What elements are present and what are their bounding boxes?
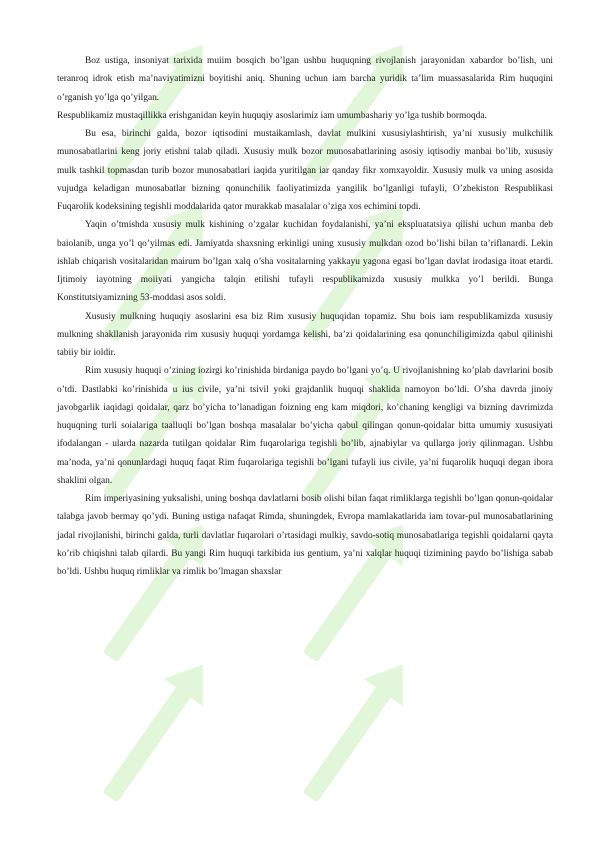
paragraph: Bu esa, birinchi galda, bozor iqtisodini mustaikamlash, davlat mulkini xususiylashtirish, ya’ni xususiy mulkchilik munosabatlarini keng joriy etishni talab qiladi. Xususiy mulk bozor munosabatlarining asosiy iqtisodiy manbai bo’lib, xususiy mulk tashkil topmasdan turib bozor munosabatlari iaqida yuritilgan iar qanday fikr xomxayoldir. Xususiy mulk va uning asosida vujudga keladigan munosabatlar bizning qonunchilik faoliyatimizda yangilik bo’lganligi tufayli, O’zbekiston Respublikasi Fuqarolik kodeksining tegishli moddalarida qator murakkab masalalar o’ziga xos echimini topdi. <box>57 129 553 212</box>
paragraph: Yaqin o’tmishda xususiy mulk kishining o’zgalar kuchidan foydalanishi, ya’ni ekspluatatsiya qilishi uchun manba deb baiolanib, unga yo’l qo’yilmas edi. Jamiyatda shaxsning erkinligi uning xususiy mulkdan ozod bo’lishi bilan ta’riflanardi. Lekin ishlab chiqarish vositalaridan mairum bo’lgan xalq o’sha vositalarning yakkayu yagona egasi bo’lgan davlat irodasiga itoat etardi. Ijtimoiy iayotning moiiyati yangicha talqin etilishi tufayli respublikamizda xususiy mulkka yo’l berildi. Bunga Konstitutsiyamizning 53-moddasi asos soldi. <box>57 220 553 304</box>
document-body <box>57 52 553 581</box>
paragraph: Rim xususiy huquqi o’zining iozirgi ko’rinishida birdaniga paydo bo’lgani yo’q. U rivojlanishning ko’plab davrlarini bosib o’tdi. Dastlabki ko’rinishida u ius civile, ya’ni tsivil yoki grajdanlik huquqi shaklida namoyon bo’ldi. O’sha davrda jinoiy javobgarlik iaqidagi qoidalar, qarz bo’yicha to’lanadigan foizning eng kam miqdori, ko’chaning kengligi va bizning davrimizda huquqning turli soialariga taalluqli bo’lgan boshqa masalalar bo’yicha qabul qilingan qonun-qoidalar bitta umumiy xususiyati ifodalangan - ularda nazarda tutilgan qoidalar Rim fuqarolariga tegishli bo’lib, ajnabiylar va qullarga joriy qilinmagan. Ushbu ma’noda, ya’ni qonunlardagi huquq faqat Rim fuqarolariga tegishli bo’lgani tufayli ius civile, ya’ni fuqarolik huquqi degan ibora shaklini olgan. <box>57 366 553 486</box>
paragraph: Respublikamiz mustaqillikka erishganidan keyin huquqiy asoslarimiz iam umumbashariy yo’lga tushib bormoqda. <box>57 110 487 121</box>
paragraph: Rim imperiyasining yuksalishi, uning boshqa davlatlarni bosib olishi bilan faqat rimliklarga tegishli bo’lgan qonun-qoidalar talabga javob bermay qo’ydi. Buning ustiga nafaqat Rimda, shuningdek, Evropa mamlakatlarida iam tovar-pul munosabatlarining jadal rivojlanishi, birinchi galda, turli davlatlar fuqarolari o’rtasidagi mulkiy, savdo-sotiq munosabatlariga tegishli qoidalarni qayta ko’rib chiqishni talab qilardi. Bu yangi Rim huquqi tarkibida ius gentium, ya’ni xalqlar huquqi tizimining paydo bo’lishiga sabab bo’ldi. Ushbu huquq rimliklar va rimlik bo’lmagan shaxslar <box>57 494 553 577</box>
watermark-mark <box>290 651 422 811</box>
paragraph: Xususiy mulkning huquqiy asoslarini esa biz Rim xususiy huquqidan topamiz. Shu bois iam respublikamizda xususiy mulkning shakllanish jarayonida rim xususiy huquqi yordamga kelishi, ba’zi qoidalarining esa qonunchiligimizda qabul qilinishi tabiiy bir ioldir. <box>57 311 553 358</box>
paragraph: Boz ustiga, insoniyat tarixida muiim bosqich bo’lgan ushbu huquqning rivojlanish jarayonidan xabardor bo’lish, uni teranroq idrok etish ma’naviyatimizni boyitishi aniq. Shuning uchun iam barcha yuridik ta’lim muassasalarida Rim huquqini o’rganish yo’lga qo’yilgan. <box>57 56 553 103</box>
watermark-mark <box>90 651 222 811</box>
